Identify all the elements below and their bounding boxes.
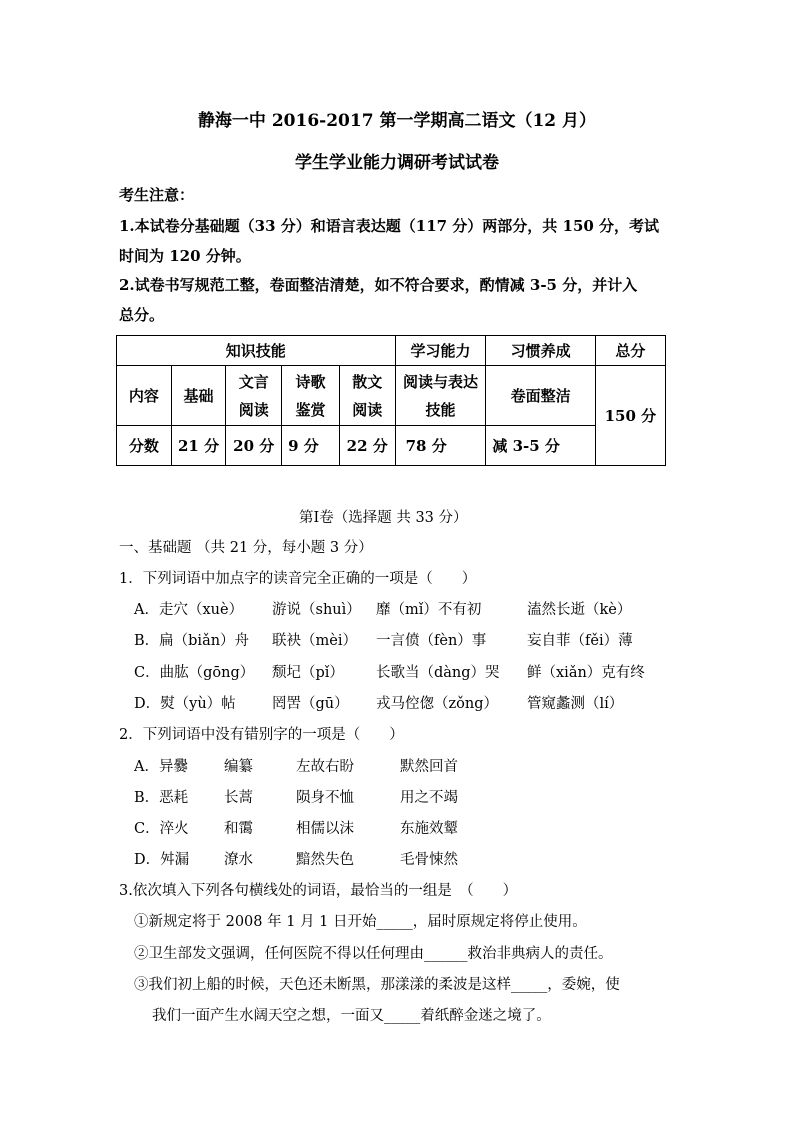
part-title: 第Ⅰ卷（选择题 共 33 分）: [299, 510, 468, 526]
q1-option-a-2: 游说（shuì）: [272, 602, 361, 618]
q2-option-a-3: 左故右盼: [296, 759, 354, 775]
q2-option-d-1: D．舛漏: [134, 852, 190, 868]
q1-option-d-1: D．熨（yù）帖: [134, 696, 236, 712]
q1-option-b-2: 联袂（mèi）: [272, 633, 357, 649]
score-reading: 78 分: [395, 426, 486, 466]
col-classical-line1: 文言: [238, 372, 269, 391]
col-prose-line2: 阅读: [352, 400, 383, 419]
q3-sentence-3-line1: ③我们初上船的时候，天色还未断黑，那漾漾的柔波是这样_____，委婉，使: [134, 977, 620, 993]
total-value: 150 分: [595, 366, 665, 466]
exam-title-line1: 静海一中 2016-2017 第一学期高二语文（12 月）: [197, 111, 597, 131]
col-reading: [395, 366, 486, 426]
col-poetry-line1: 诗歌: [295, 372, 326, 391]
col-basic: 基础: [171, 366, 226, 426]
q1-option-a-1: A．走穴（xuè）: [134, 602, 244, 618]
q3-sentence-2: ②卫生部发文强调，任何医院不得以任何理由______救治非典病人的责任。: [134, 946, 613, 962]
col-reading-line1: 阅读与表达: [402, 372, 478, 391]
q2-option-b-3: 陨身不恤: [296, 790, 354, 806]
q3-sentence-1: ①新规定将于 2008 年 1 月 1 日开始_____，届时原规定将停止使用。: [134, 914, 587, 930]
group-knowledge: 知识技能: [117, 336, 396, 366]
section-subtitle: 一、基础题 （共 21 分，每小题 3 分）: [119, 540, 373, 556]
col-neat: 卷面整洁: [486, 366, 595, 426]
col-classical-line2: 阅读: [238, 400, 269, 419]
q3-stem: 3.依次填入下列各句横线处的词语，最恰当的一组是 （ ）: [119, 883, 518, 899]
score-prose: 22 分: [339, 426, 395, 466]
col-classical: [226, 366, 282, 426]
score-poetry: 9 分: [282, 426, 340, 466]
q1-stem: 1．下列词语中加点字的读音完全正确的一项是（ ）: [119, 571, 477, 587]
q2-option-d-3: 黯然失色: [296, 852, 354, 868]
q1-option-c-1: C．曲肱（gōng）: [134, 665, 255, 681]
q1-option-c-4: 鲜（xiǎn）克有终: [527, 665, 645, 681]
group-habit: 习惯养成: [486, 336, 595, 366]
notice-item2-line1: 2.试卷书写规范工整，卷面整洁清楚，如不符合要求，酌情减 3-5 分，并计入: [119, 276, 638, 294]
q2-option-a-2: 编纂: [224, 759, 253, 775]
score-table: [116, 335, 666, 466]
q2-option-c-3: 相儒以沫: [296, 821, 354, 837]
col-reading-line2: 技能: [425, 400, 456, 419]
q1-option-b-4: 妄自菲（fěi）薄: [527, 633, 633, 649]
q2-option-b-2: 长蒿: [224, 790, 253, 806]
q2-option-b-4: 用之不竭: [400, 790, 458, 806]
notice-heading: 考生注意：: [119, 186, 195, 204]
notice-item2-line2: 总分。: [119, 306, 165, 324]
q2-option-c-1: C．淬火: [134, 821, 189, 837]
q1-option-a-3: 靡（mǐ）不有初: [376, 602, 482, 618]
q2-option-b-1: B．恶耗: [134, 790, 189, 806]
col-poetry: [282, 366, 340, 426]
row-label-content: 内容: [117, 366, 172, 426]
q1-option-c-2: 颓圮（pǐ）: [272, 665, 344, 681]
exam-title-line2: 学生学业能力调研考试试卷: [295, 153, 499, 173]
q1-option-b-3: 一言偾（fèn）事: [376, 633, 487, 649]
q1-option-d-3: 戎马倥偬（zǒng）: [376, 696, 498, 712]
q1-option-a-4: 溘然长逝（kè）: [527, 602, 632, 618]
group-learning: 学习能力: [395, 336, 486, 366]
q2-option-c-2: 和霭: [224, 821, 253, 837]
q1-option-d-2: 罔罟（gū）: [272, 696, 349, 712]
group-total: 总分: [595, 336, 665, 366]
q2-option-c-4: 东施效颦: [400, 821, 458, 837]
q2-stem: 2．下列词语中没有错别字的一项是（ ）: [119, 727, 404, 743]
score-basic: 21 分: [171, 426, 226, 466]
score-neat: 减 3-5 分: [486, 426, 595, 466]
q3-sentence-3-line2: 我们一面产生水阔天空之想，一面又_____着纸醉金迷之境了。: [152, 1008, 551, 1024]
row-label-score: 分数: [117, 426, 172, 466]
q1-option-b-1: B．扁（biǎn）舟: [134, 633, 250, 649]
col-prose: [339, 366, 395, 426]
notice-item1-line2: 时间为 120 分钟。: [119, 247, 251, 265]
notice-item1-line1: 1.本试卷分基础题（33 分）和语言表达题（117 分）两部分，共 150 分，考试: [119, 217, 660, 235]
q2-option-a-4: 默然回首: [400, 759, 458, 775]
col-prose-line1: 散文: [352, 372, 383, 391]
q2-option-d-2: 潦水: [224, 852, 253, 868]
q1-option-c-3: 长歌当（dàng）哭: [376, 665, 500, 681]
q2-option-d-4: 毛骨悚然: [400, 852, 458, 868]
q1-option-d-4: 管窥蠡测（lí）: [527, 696, 624, 712]
col-poetry-line2: 鉴赏: [295, 400, 326, 419]
score-classical: 20 分: [226, 426, 282, 466]
q2-option-a-1: A．异爨: [134, 759, 188, 775]
